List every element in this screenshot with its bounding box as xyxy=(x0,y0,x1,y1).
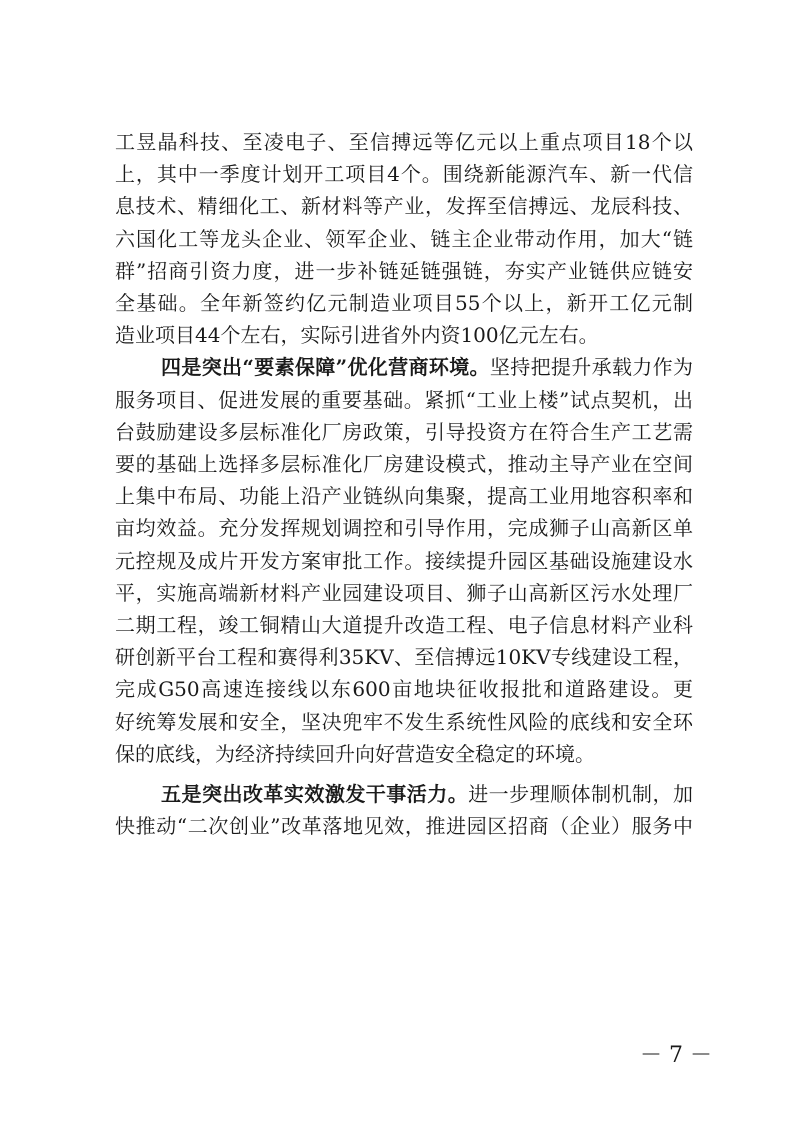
page-number: － 7 － xyxy=(640,1043,712,1068)
body-line: 快推动“二次创业”改革落地见效，推进园区招商（企业）服务中 xyxy=(115,814,693,839)
body-line: 六国化工等龙头企业、领军企业、链主企业带动作用，加大“链 xyxy=(115,226,693,251)
body-line: 完成G50高速连接线以东600亩地块征收报批和道路建设。更 xyxy=(115,677,693,702)
body-line: 上，其中一季度计划开工项目4个。围绕新能源汽车、新一代信 xyxy=(115,162,693,187)
section-4-first-line xyxy=(161,353,693,381)
body-line: 群”招商引资力度，进一步补链延链强链，夯实产业链供应链安 xyxy=(115,258,693,283)
body-line: 上集中布局、功能上沿产业链纵向集聚，提高工业用地容积率和 xyxy=(115,484,693,509)
body-line: 全基础。全年新签约亿元制造业项目55个以上，新开工亿元制 xyxy=(115,291,693,315)
body-line: 二期工程，竣工铜精山大道提升改造工程、电子信息材料产业科 xyxy=(115,613,693,637)
body-line: 台鼓励建设多层标准化厂房政策，引导投资方在符合生产工艺需 xyxy=(115,419,693,444)
section-4-first-line-text: 坚持把提升承载力作为 xyxy=(489,355,694,380)
body-line: 服务项目、促进发展的重要基础。紧抓“工业上楼”试点契机，出 xyxy=(115,387,693,412)
body-line: 亩均效益。充分发挥规划调控和引导作用，完成狮子山高新区单 xyxy=(115,516,693,541)
body-line: 平，实施高端新材料产业园建设项目、狮子山高新区污水处理厂 xyxy=(115,580,693,605)
body-line: 造业项目44个左右，实际引进省外内资100亿元左右。 xyxy=(115,323,599,348)
section-5-first-line xyxy=(161,780,693,808)
body-line: 息技术、精细化工、新材料等产业，发挥至信搏远、龙辰科技、 xyxy=(115,194,693,219)
body-line: 保的底线，为经济持续回升向好营造安全稳定的环境。 xyxy=(115,741,595,766)
body-line: 研创新平台工程和赛得利35KV、至信搏远10KV专线建设工程， xyxy=(115,645,693,670)
section-5-first-line-text: 进一步理顺体制机制，加 xyxy=(468,782,694,806)
section-4-heading: 四是突出“要素保障”优化营商环境。 xyxy=(161,355,490,380)
body-line: 好统筹发展和安全，坚决兜牢不发生系统性风险的底线和安全环 xyxy=(115,709,693,734)
body-line: 要的基础上选择多层标准化厂房建设模式，推动主导产业在空间 xyxy=(115,452,693,476)
section-5-heading: 五是突出改革实效激发干事活力。 xyxy=(161,782,469,806)
body-line: 元控规及成片开发方案审批工作。接续提升园区基础设施建设水 xyxy=(115,548,693,573)
body-line: 工昱晶科技、至凌电子、至信搏远等亿元以上重点项目18个以 xyxy=(115,130,693,154)
